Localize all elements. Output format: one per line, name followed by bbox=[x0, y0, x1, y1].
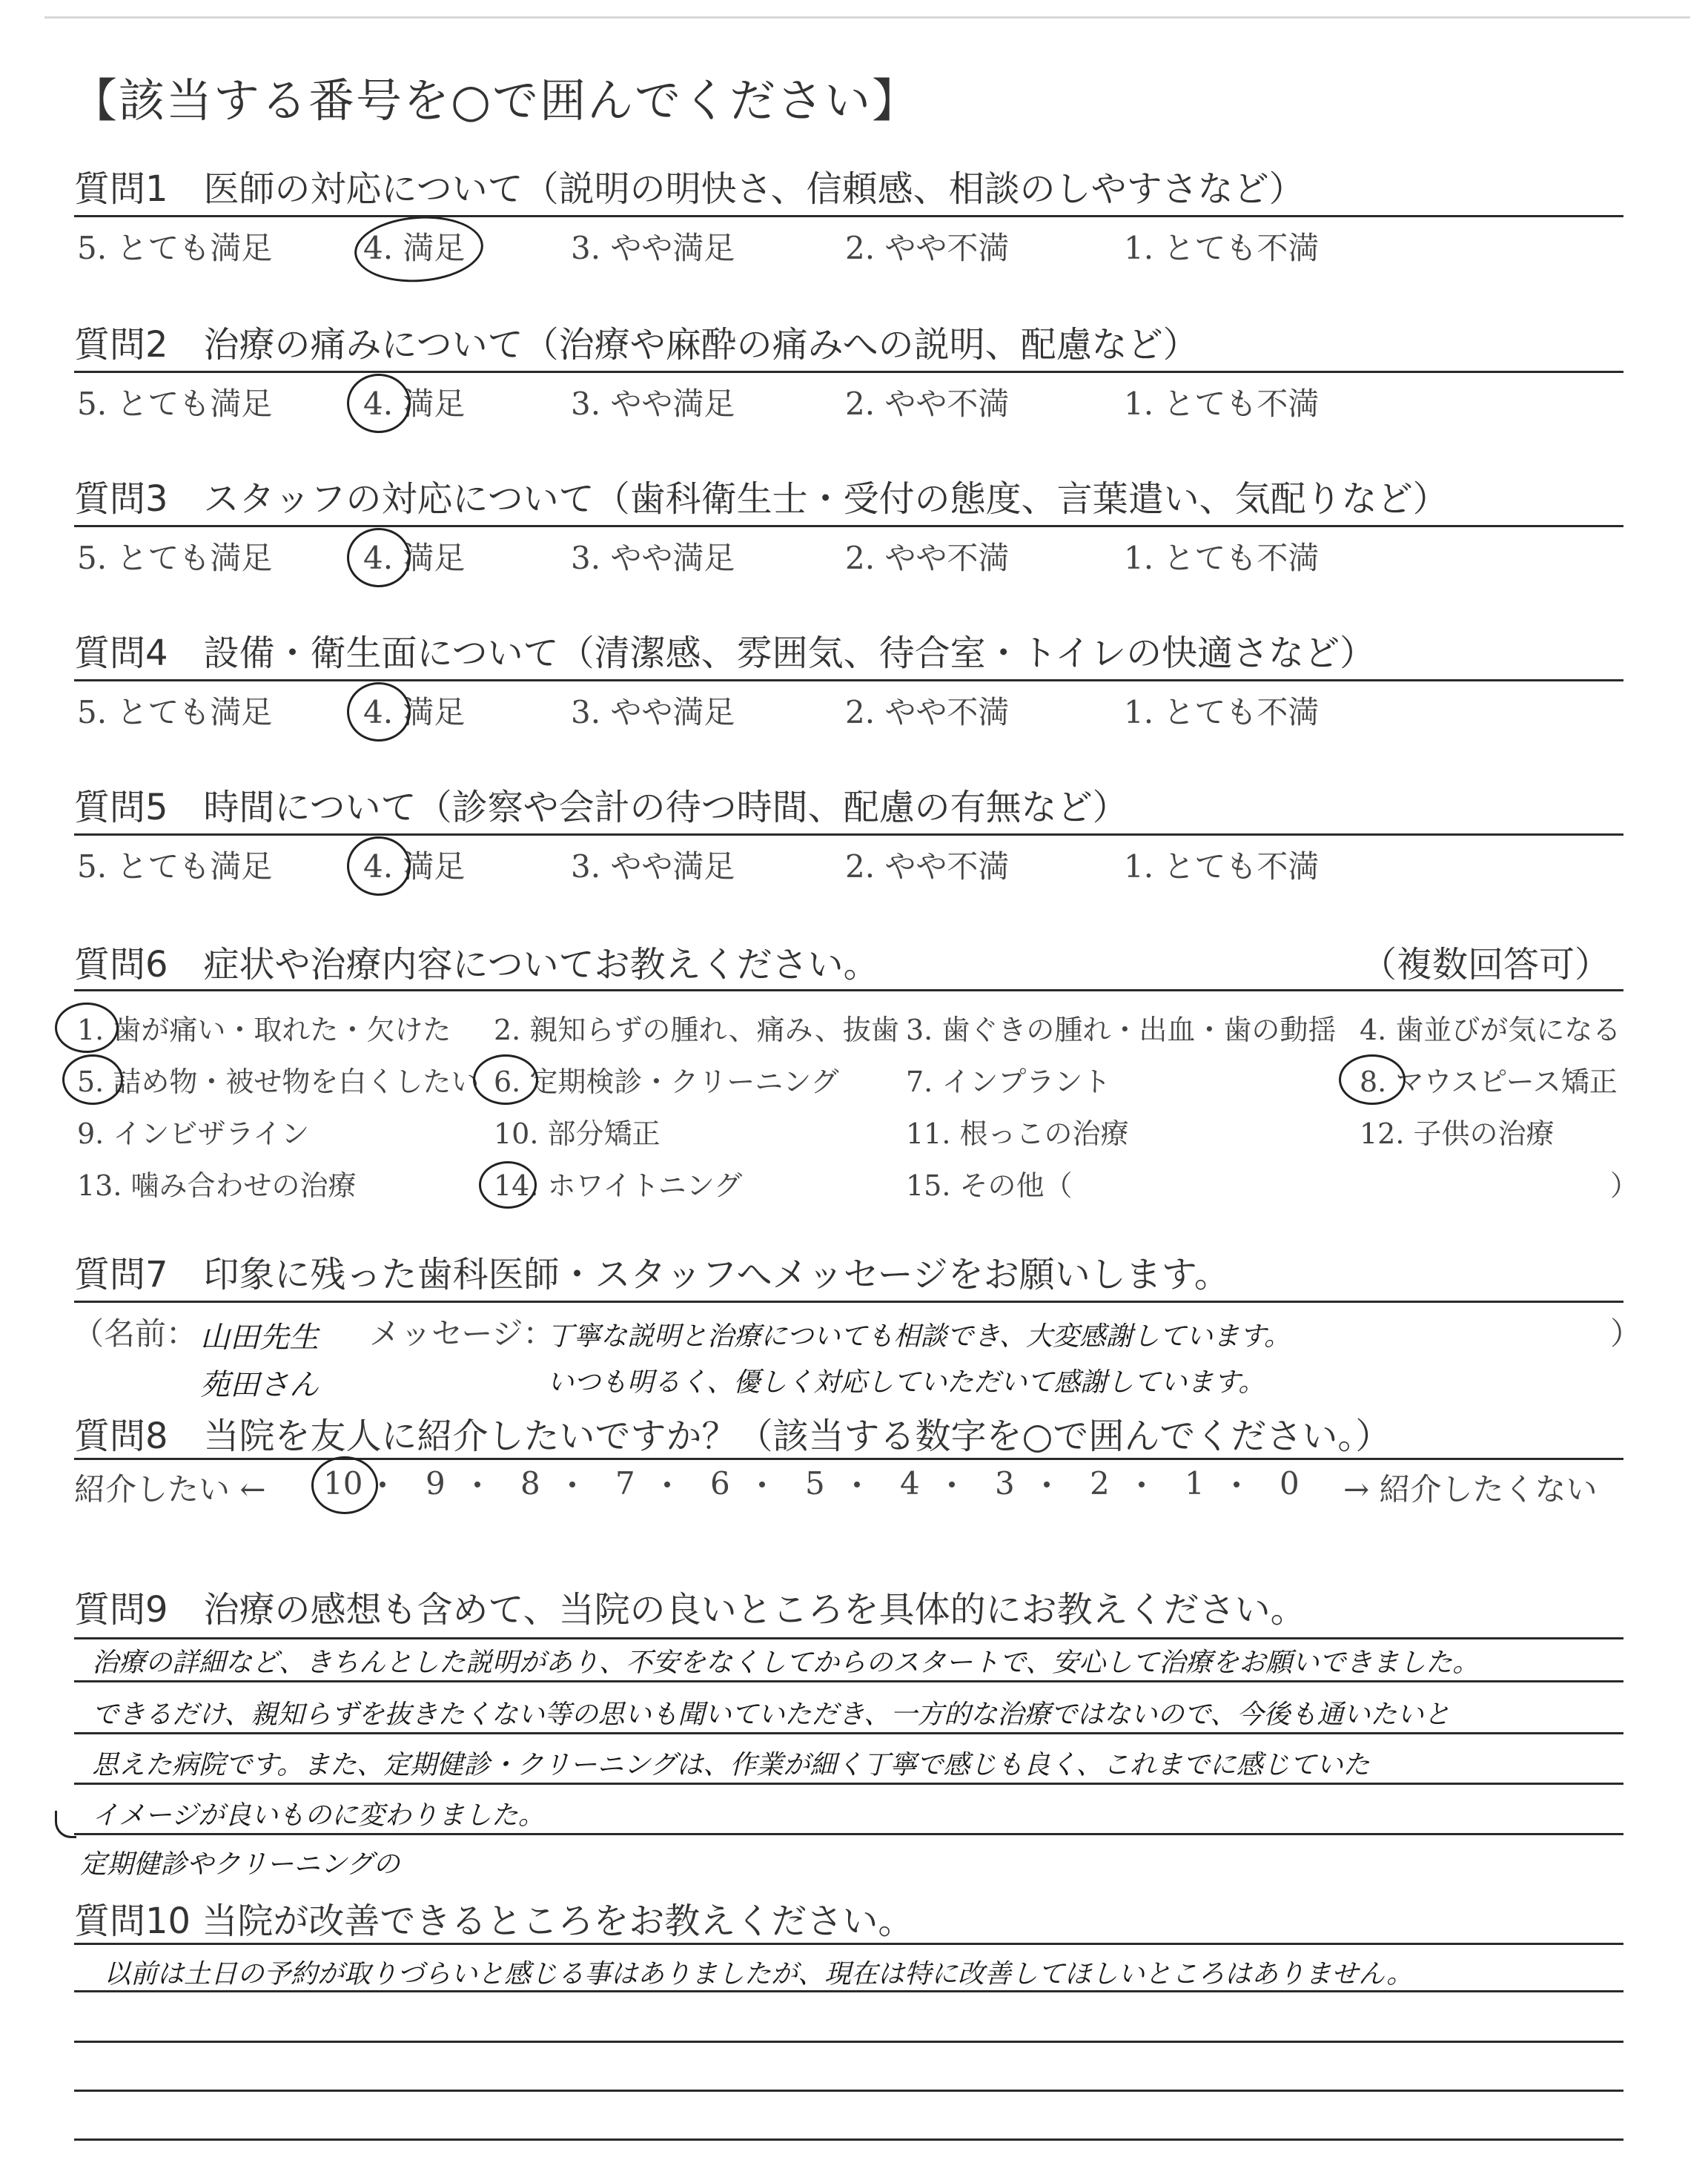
question-2-rule bbox=[74, 371, 1623, 373]
question-5-label: 質問5 時間について（診察や会計の待つ時間、配慮の有無など） bbox=[74, 787, 1128, 828]
question-10-label: 質問10 当院が改善できるところをお教えください。 bbox=[74, 1900, 914, 1942]
q9-rule-1 bbox=[74, 1680, 1623, 1682]
q8-scale-separator bbox=[1139, 1482, 1145, 1487]
q6-option-3[interactable]: 3. 歯ぐきの腫れ・出血・歯の動揺 bbox=[906, 1014, 1337, 1046]
q2-option-2[interactable]: 2. やや不満 bbox=[845, 386, 1010, 422]
question-8-label: 質問8 当院を友人に紹介したいですか？（該当する数字を○で囲んでください。） bbox=[74, 1416, 1391, 1457]
q7-name-2[interactable]: 苑田さん bbox=[200, 1368, 319, 1402]
q9-answer-line-1[interactable]: 治療の詳細など、きちんとした説明があり、不安をなくしてからのスタートで、安心して治療をお願いできました。 bbox=[92, 1648, 1480, 1678]
q9-rule-0 bbox=[74, 1637, 1623, 1639]
page-title: 【該当する番号を○で囲んでください】 bbox=[71, 73, 920, 128]
q10-rule-0 bbox=[74, 1943, 1623, 1945]
q6-option-12[interactable]: 12. 子供の治療 bbox=[1360, 1117, 1555, 1150]
q7-message-label: メッセージ： bbox=[369, 1315, 555, 1352]
q8-scale-4[interactable]: 4 bbox=[900, 1465, 920, 1502]
question-6-rule bbox=[74, 989, 1623, 991]
q3-selection-circle bbox=[347, 528, 411, 587]
q2-option-1[interactable]: 1. とても不満 bbox=[1124, 386, 1320, 422]
q6-selection-circle-8 bbox=[1339, 1054, 1406, 1105]
q10-rule-1 bbox=[74, 1990, 1623, 1992]
q1-option-2[interactable]: 2. やや不満 bbox=[845, 230, 1010, 266]
question-9-label: 質問9 治療の感想も含めて、当院の良いところを具体的にお教えください。 bbox=[74, 1589, 1306, 1631]
q4-option-3[interactable]: 3. やや満足 bbox=[571, 694, 735, 730]
q7-close-paren: ） bbox=[1610, 1315, 1642, 1352]
top-divider bbox=[44, 16, 1690, 19]
q8-scale-separator bbox=[474, 1482, 480, 1487]
q8-scale-6[interactable]: 6 bbox=[710, 1465, 730, 1502]
q6-selection-circle-14 bbox=[479, 1161, 537, 1209]
q6-option-2[interactable]: 2. 親知らずの腫れ、痛み、抜歯 bbox=[494, 1014, 899, 1046]
q8-scale-9[interactable]: 9 bbox=[426, 1465, 446, 1502]
q5-option-1[interactable]: 1. とても不満 bbox=[1124, 848, 1320, 885]
q6-option-13[interactable]: 13. 噛み合わせの治療 bbox=[77, 1169, 357, 1202]
q10-rule-4 bbox=[74, 2138, 1623, 2141]
q3-option-1[interactable]: 1. とても不満 bbox=[1124, 540, 1320, 576]
q8-right-label: → 紹介したくない bbox=[1343, 1471, 1598, 1507]
q9-insert-mark bbox=[55, 1811, 76, 1838]
q1-option-5[interactable]: 5. とても満足 bbox=[77, 230, 273, 266]
q9-rule-3 bbox=[74, 1783, 1623, 1785]
q9-rule-4 bbox=[74, 1833, 1623, 1835]
q4-option-4[interactable]: 4. 満足 bbox=[363, 694, 466, 730]
q7-message-line-2[interactable]: いつも明るく、優しく対応していただいて感謝しています。 bbox=[547, 1367, 1265, 1398]
q8-scale-separator bbox=[1234, 1482, 1239, 1487]
q1-option-1[interactable]: 1. とても不満 bbox=[1124, 230, 1320, 266]
q3-option-4[interactable]: 4. 満足 bbox=[363, 540, 466, 576]
q6-option-1[interactable]: 1. 歯が痛い・取れた・欠けた bbox=[77, 1014, 451, 1046]
q9-insert-text[interactable]: 定期健診やクリーニングの bbox=[80, 1849, 400, 1880]
question-1-rule bbox=[74, 215, 1623, 217]
question-6-note: （複数回答可） bbox=[1361, 944, 1611, 985]
question-2-label: 質問2 治療の痛みについて（治療や麻酔の痛みへの説明、配慮など） bbox=[74, 324, 1199, 366]
q6-option-5[interactable]: 5. 詰め物・被せ物を白くしたい bbox=[77, 1066, 480, 1098]
q8-scale-separator bbox=[380, 1482, 385, 1487]
q6-option-10[interactable]: 10. 部分矯正 bbox=[494, 1117, 661, 1150]
q3-option-5[interactable]: 5. とても満足 bbox=[77, 540, 273, 576]
question-7-rule bbox=[74, 1301, 1623, 1303]
q5-option-4[interactable]: 4. 満足 bbox=[363, 848, 466, 885]
q3-option-3[interactable]: 3. やや満足 bbox=[571, 540, 735, 576]
q8-scale-separator bbox=[664, 1482, 670, 1487]
q8-scale-7[interactable]: 7 bbox=[615, 1465, 635, 1502]
q8-scale-0[interactable]: 0 bbox=[1280, 1465, 1300, 1502]
q6-selection-circle-5 bbox=[62, 1054, 123, 1105]
q4-option-2[interactable]: 2. やや不満 bbox=[845, 694, 1010, 730]
q6-option-4[interactable]: 4. 歯並びが気になる bbox=[1360, 1014, 1621, 1046]
q6-option-15[interactable]: 15. その他（ bbox=[906, 1169, 1073, 1202]
q5-selection-circle bbox=[347, 836, 411, 896]
question-5-rule bbox=[74, 833, 1623, 836]
q5-option-5[interactable]: 5. とても満足 bbox=[77, 848, 273, 885]
q6-option-14[interactable]: 14. ホワイトニング bbox=[494, 1169, 743, 1202]
q1-option-4[interactable]: 4. 満足 bbox=[363, 230, 466, 266]
q8-scale-1[interactable]: 1 bbox=[1185, 1465, 1205, 1502]
q4-option-1[interactable]: 1. とても不満 bbox=[1124, 694, 1320, 730]
q5-option-3[interactable]: 3. やや満足 bbox=[571, 848, 735, 885]
q7-name-label: （名前： bbox=[73, 1315, 198, 1352]
question-4-label: 質問4 設備・衛生面について（清潔感、雰囲気、待合室・トイレの快適さなど） bbox=[74, 633, 1376, 674]
q4-option-5[interactable]: 5. とても満足 bbox=[77, 694, 273, 730]
q6-option-6[interactable]: 6. 定期検診・クリーニング bbox=[494, 1066, 839, 1098]
question-7-label: 質問7 印象に残った歯科医師・スタッフへメッセージをお願いします。 bbox=[74, 1254, 1230, 1295]
question-3-rule bbox=[74, 525, 1623, 527]
q6-option-11[interactable]: 11. 根っこの治療 bbox=[906, 1117, 1129, 1150]
q2-selection-circle bbox=[347, 374, 411, 433]
q2-option-4[interactable]: 4. 満足 bbox=[363, 386, 466, 422]
q2-option-5[interactable]: 5. とても満足 bbox=[77, 386, 273, 422]
q2-option-3[interactable]: 3. やや満足 bbox=[571, 386, 735, 422]
q1-option-3[interactable]: 3. やや満足 bbox=[571, 230, 735, 266]
q8-scale-separator bbox=[569, 1482, 575, 1487]
q10-answer-line-1[interactable]: 以前は土日の予約が取りづらいと感じる事はありましたが、現在は特に改善してほしいところはありません。 bbox=[104, 1959, 1414, 1989]
q6-option-8[interactable]: 8. マウスピース矯正 bbox=[1360, 1066, 1618, 1098]
q8-left-label: 紹介したい ← bbox=[74, 1471, 266, 1507]
q8-scale-separator bbox=[949, 1482, 955, 1487]
q5-option-2[interactable]: 2. やや不満 bbox=[845, 848, 1010, 885]
q10-rule-3 bbox=[74, 2090, 1623, 2092]
q9-answer-line-2[interactable]: できるだけ、親知らずを抜きたくない等の思いも聞いていただき、一方的な治療ではないので、今後も通いたいと bbox=[92, 1700, 1451, 1730]
question-4-rule bbox=[74, 679, 1623, 681]
q8-scale-2[interactable]: 2 bbox=[1090, 1465, 1110, 1502]
q8-selection-circle bbox=[311, 1456, 378, 1514]
q8-scale-3[interactable]: 3 bbox=[995, 1465, 1015, 1502]
q7-name-1[interactable]: 山田先生 bbox=[200, 1321, 319, 1355]
q6-selection-circle-1 bbox=[55, 1003, 119, 1053]
question-6-label: 質問6 症状や治療内容についてお教えください。 bbox=[74, 944, 879, 985]
q6-option-7[interactable]: 7. インプラント bbox=[906, 1066, 1111, 1098]
q8-scale-separator bbox=[854, 1482, 860, 1487]
q9-rule-2 bbox=[74, 1732, 1623, 1734]
q8-scale-separator bbox=[1044, 1482, 1050, 1487]
q10-rule-2 bbox=[74, 2041, 1623, 2043]
q9-answer-line-3[interactable]: 思えた病院です。また、定期健診・クリーニングは、作業が細く丁寧で感じも良く、これまでに感じていた bbox=[92, 1750, 1370, 1780]
q6-option-9[interactable]: 9. インビザライン bbox=[77, 1117, 310, 1150]
q8-scale-separator bbox=[759, 1482, 765, 1487]
q7-message-line-1[interactable]: 丁寧な説明と治療についても相談でき、大変感謝しています。 bbox=[547, 1321, 1291, 1352]
q4-selection-circle bbox=[347, 682, 411, 742]
q3-option-2[interactable]: 2. やや不満 bbox=[845, 540, 1010, 576]
q8-scale-10[interactable]: 10 bbox=[323, 1465, 363, 1502]
q9-answer-line-4[interactable]: イメージが良いものに変わりました。 bbox=[92, 1800, 545, 1831]
q8-scale-8[interactable]: 8 bbox=[520, 1465, 540, 1502]
question-3-label: 質問3 スタッフの対応について（歯科衛生士・受付の態度、言葉遣い、気配りなど） bbox=[74, 478, 1449, 520]
question-8-rule bbox=[74, 1458, 1623, 1460]
q8-scale-5[interactable]: 5 bbox=[805, 1465, 825, 1502]
question-1-label: 質問1 医師の対応について（説明の明快さ、信頼感、相談のしやすさなど） bbox=[74, 168, 1305, 210]
q6-option-15-close: ） bbox=[1610, 1169, 1639, 1202]
q6-selection-circle-6 bbox=[473, 1054, 538, 1105]
